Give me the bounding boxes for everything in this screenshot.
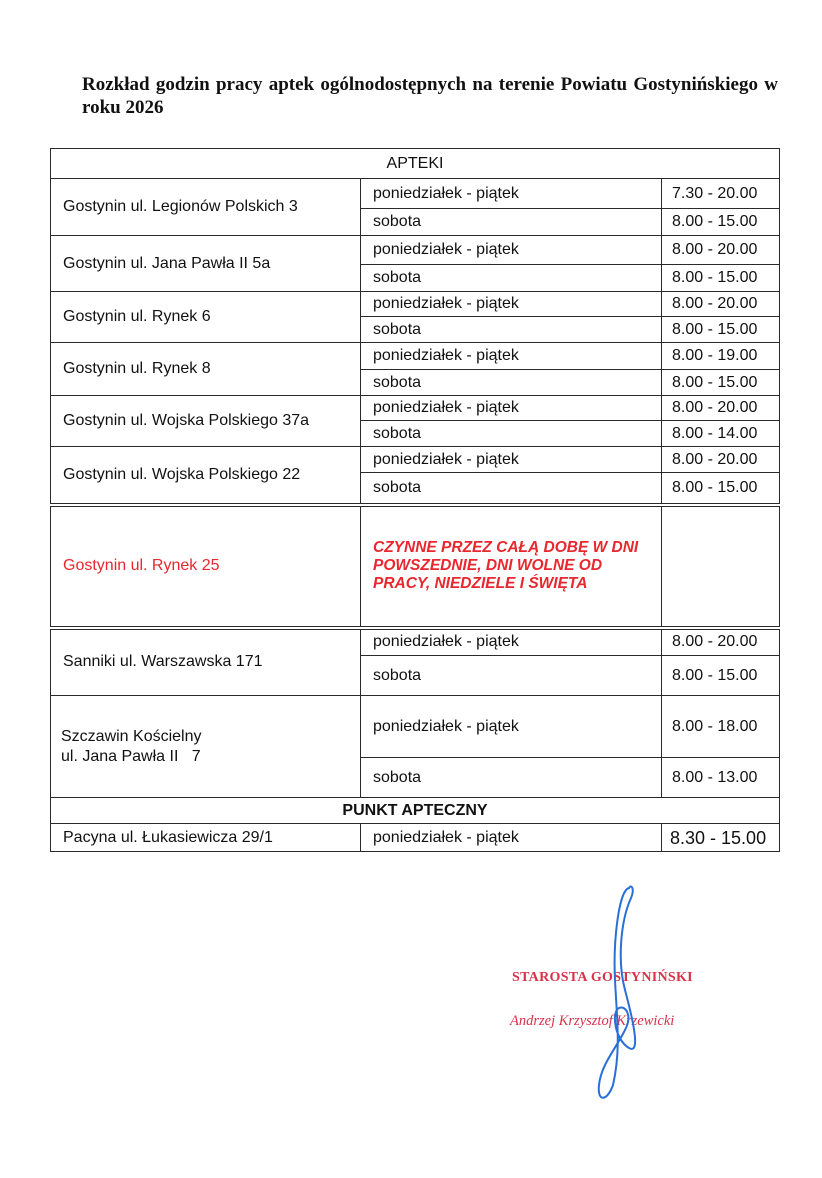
pharmacy-address: Gostynin ul. Rynek 6 — [51, 292, 361, 343]
table-row — [51, 396, 780, 421]
hours-weekday: 8.00 - 20.00 — [662, 628, 780, 656]
punkt-address: Pacyna ul. Łukasiewicza 29/1 — [51, 824, 361, 852]
section-header-row — [51, 149, 780, 179]
table-row — [51, 236, 780, 265]
pharmacy-address: Gostynin ul. Rynek 8 — [51, 343, 361, 396]
hours-weekday: 8.00 - 19.00 — [662, 343, 780, 370]
document-title: Rozkład godzin pracy aptek ogólnodostępnych na terenie Powiatu Gostynińskiego w roku 2026 — [82, 74, 778, 118]
pharmacy-address: Gostynin ul. Jana Pawła II 5a — [51, 236, 361, 292]
section-header-row — [51, 798, 780, 824]
days-weekday: poniedziałek - piątek — [361, 179, 662, 209]
hours-saturday: 8.00 - 15.00 — [662, 317, 780, 343]
handwritten-signature — [585, 880, 655, 1105]
hours-weekday: 8.00 - 20.00 — [662, 292, 780, 317]
days-saturday: sobota — [361, 421, 662, 447]
days-saturday: sobota — [361, 317, 662, 343]
hours-saturday: 8.00 - 15.00 — [662, 370, 780, 396]
table-row — [51, 179, 780, 209]
hours-weekday: 8.00 - 20.00 — [662, 396, 780, 421]
days-saturday: sobota — [361, 370, 662, 396]
pharmacy-schedule-table — [50, 148, 780, 852]
hours-weekday: 7.30 - 20.00 — [662, 179, 780, 209]
days-weekday: poniedziałek - piątek — [361, 447, 662, 473]
hours-saturday: 8.00 - 15.00 — [662, 209, 780, 236]
hours-weekday: 8.00 - 20.00 — [662, 236, 780, 265]
round-clock-address: Gostynin ul. Rynek 25 — [51, 505, 361, 628]
days-weekday: poniedziałek - piątek — [361, 696, 662, 758]
address-line-1: Szczawin Kościelny — [61, 727, 202, 745]
hours-saturday: 8.00 - 15.00 — [662, 473, 780, 505]
table-row — [51, 824, 780, 852]
round-clock-note: CZYNNE PRZEZ CAŁĄ DOBĘ W DNI POWSZEDNIE, DNI WOLNE OD PRACY, NIEDZIELE I ŚWIĘTA — [361, 505, 662, 628]
days-weekday: poniedziałek - piątek — [361, 343, 662, 370]
days-saturday: sobota — [361, 265, 662, 292]
pharmacy-address — [51, 696, 361, 798]
pharmacy-address: Gostynin ul. Wojska Polskiego 22 — [51, 447, 361, 505]
days-saturday: sobota — [361, 209, 662, 236]
signature-stroke — [599, 886, 635, 1097]
punkt-days: poniedziałek - piątek — [361, 824, 662, 852]
days-weekday: poniedziałek - piątek — [361, 628, 662, 656]
signer-title: STAROSTA GOSTYNIŃSKI — [512, 970, 693, 985]
hours-weekday: 8.00 - 20.00 — [662, 447, 780, 473]
table-row — [51, 292, 780, 317]
table-row — [51, 628, 780, 656]
table-row — [51, 343, 780, 370]
days-saturday: sobota — [361, 758, 662, 798]
pharmacy-address: Sanniki ul. Warszawska 171 — [51, 628, 361, 696]
table-row — [51, 447, 780, 473]
hours-saturday: 8.00 - 14.00 — [662, 421, 780, 447]
empty-hours-cell — [662, 505, 780, 628]
signer-name: Andrzej Krzysztof Krzewicki — [510, 1013, 675, 1029]
round-clock-row — [51, 505, 780, 628]
days-weekday: poniedziałek - piątek — [361, 292, 662, 317]
hours-weekday: 8.00 - 18.00 — [662, 696, 780, 758]
section-header-apteki: APTEKI — [51, 149, 780, 179]
days-saturday: sobota — [361, 473, 662, 505]
hours-saturday: 8.00 - 15.00 — [662, 265, 780, 292]
punkt-hours: 8.30 - 15.00 — [662, 824, 780, 852]
days-weekday: poniedziałek - piątek — [361, 236, 662, 265]
days-saturday: sobota — [361, 656, 662, 696]
address-line-2: ul. Jana Pawła II 7 — [61, 747, 201, 765]
section-header-punkt: PUNKT APTECZNY — [51, 798, 780, 824]
hours-saturday: 8.00 - 13.00 — [662, 758, 780, 798]
table-row — [51, 696, 780, 758]
pharmacy-address: Gostynin ul. Legionów Polskich 3 — [51, 179, 361, 236]
hours-saturday: 8.00 - 15.00 — [662, 656, 780, 696]
days-weekday: poniedziałek - piątek — [361, 396, 662, 421]
pharmacy-address: Gostynin ul. Wojska Polskiego 37a — [51, 396, 361, 447]
